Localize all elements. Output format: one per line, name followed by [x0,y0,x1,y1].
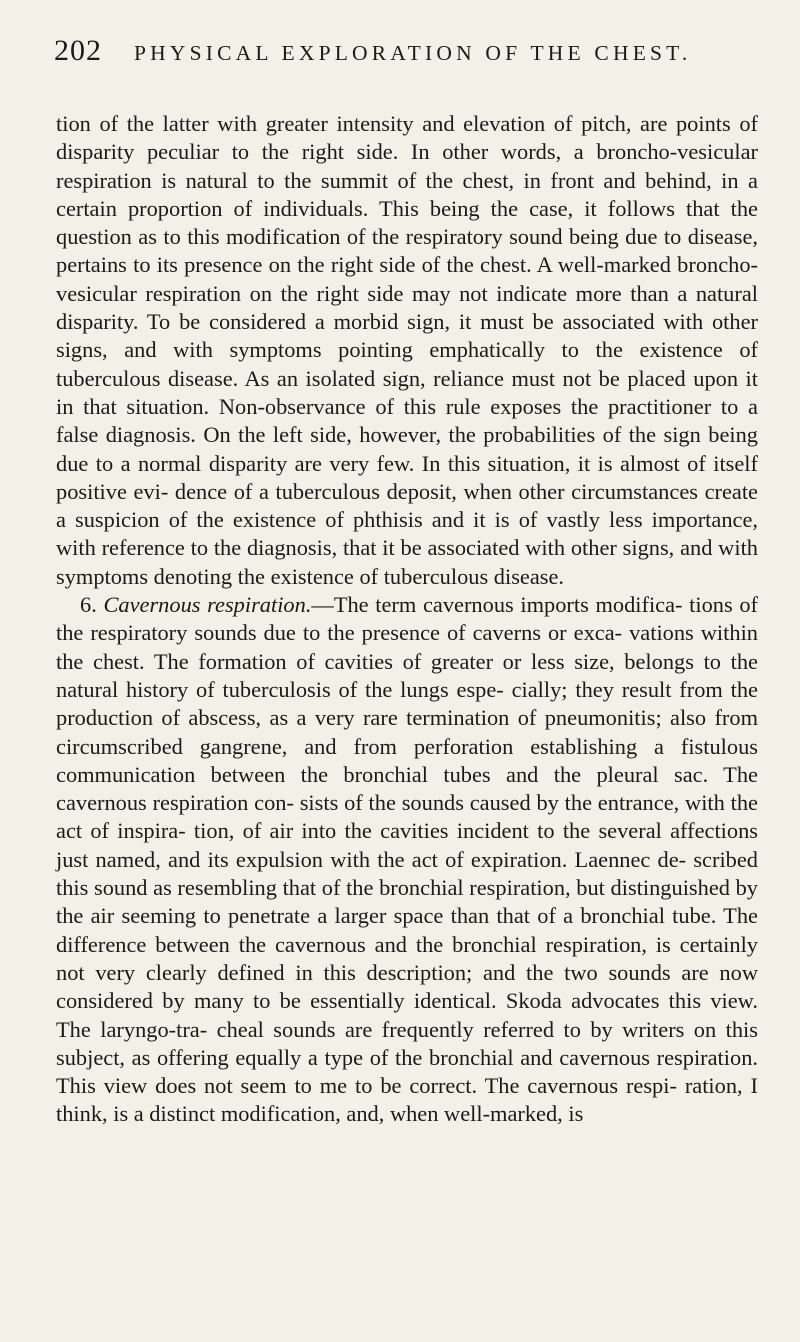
body-text [56,110,758,1129]
section-title: Cavernous respiration. [103,592,312,618]
section-text: —The term cavernous imports modifica- tions of the respiratory sounds due to the presence of caverns or exca- vations within the chest. The formation of cavities of greater or less size, belongs to the natural history of tuberculosis of the lungs espe- cially; they result from the production of abscess, as a very rare termination of pneumonitis; also from circumscribed gangrene, and from perforation establishing a fistulous communication between the bronchial tubes and the pleural sac. The cavernous respiration con- sists of the sounds caused by the entrance, with the act of inspira- tion, of air into the cavities incident to the several affections just named, and its expulsion with the act of expiration. Laennec de- scribed this sound as resembling that of the bronchial respiration, but distinguished by the air seeming to penetrate a larger space than that of a bronchial tube. The difference between the cavernous and the bronchial respiration, is certainly not very clearly defined in this description; and the two sounds are now considered by many to be essentially identical. Skoda advocates this view. The laryngo-tra- cheal sounds are frequently referred to by writers on this subject, as offering equally a type of the bronchial and cavernous respiration. This view does not seem to me to be correct. The cavernous respi- ration, I think, is a distinct modification, and, when well-marked, is [56,592,758,1127]
section-number: 6. [80,592,104,618]
paragraph-cavernous-respiration [56,591,758,1129]
running-head [56,34,758,72]
paragraph-continuation: tion of the latter with greater intensity and elevation of pitch, are points of disparity peculiar to the right side. In other words, a broncho-vesicular respiration is natural to the summit of the chest, in front and behind, in a certain proportion of individuals. This being the case, it follows that the question as to this modification of the respiratory sound being due to disease, pertains to its presence on the right side of the chest. A well-marked broncho-vesicular respiration on the right side may not indicate more than a natural disparity. To be considered a morbid sign, it must be associated with other signs, and with symptoms pointing emphatically to the existence of tuberculous disease. As an isolated sign, reliance must not be placed upon it in that situation. Non-observance of this rule exposes the practitioner to a false diagnosis. On the left side, however, the probabilities of the sign being due to a normal disparity are very few. In this situation, it is almost of itself positive evi- dence of a tuberculous deposit, when other circumstances create a suspicion of the existence of phthisis and it is of vastly less importance, with reference to the diagnosis, that it be associated with other signs, and with symptoms denoting the existence of tuberculous disease. [56,111,758,589]
running-title: PHYSICAL EXPLORATION OF THE CHEST. [134,41,692,65]
page-number: 202 [54,34,102,67]
